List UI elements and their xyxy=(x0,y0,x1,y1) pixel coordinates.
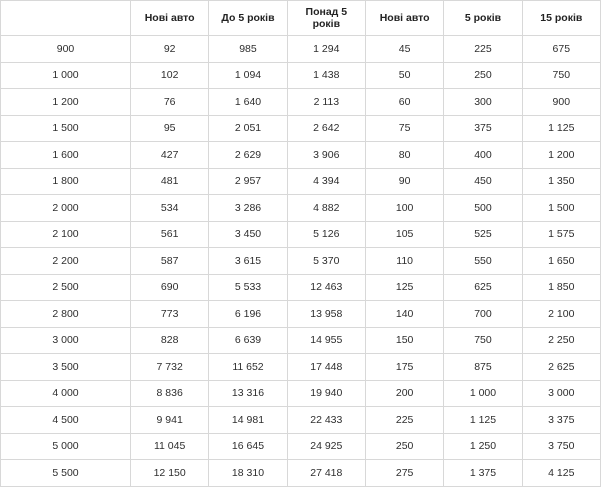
table-row xyxy=(1,115,601,142)
table-row xyxy=(1,221,601,248)
cell-value: 625 xyxy=(444,274,522,301)
cell-value: 2 113 xyxy=(287,89,365,116)
cell-value: 2 625 xyxy=(522,354,600,381)
table-row xyxy=(1,407,601,434)
cell-value: 100 xyxy=(365,195,443,222)
cell-value: 450 xyxy=(444,168,522,195)
cell-engine-capacity: 1 000 xyxy=(1,62,131,89)
cell-value: 3 750 xyxy=(522,433,600,460)
cell-value: 95 xyxy=(131,115,209,142)
cell-value: 675 xyxy=(522,36,600,63)
cell-value: 45 xyxy=(365,36,443,63)
cell-value: 1 375 xyxy=(444,460,522,487)
cell-engine-capacity: 2 000 xyxy=(1,195,131,222)
cell-value: 561 xyxy=(131,221,209,248)
cell-value: 1 850 xyxy=(522,274,600,301)
cell-value: 3 450 xyxy=(209,221,287,248)
table-row xyxy=(1,433,601,460)
cell-value: 900 xyxy=(522,89,600,116)
table-header xyxy=(1,1,601,36)
cell-value: 250 xyxy=(444,62,522,89)
cell-value: 1 250 xyxy=(444,433,522,460)
cell-value: 7 732 xyxy=(131,354,209,381)
cell-value: 750 xyxy=(444,327,522,354)
cell-value: 6 639 xyxy=(209,327,287,354)
cell-value: 250 xyxy=(365,433,443,460)
cell-value: 90 xyxy=(365,168,443,195)
cell-value: 587 xyxy=(131,248,209,275)
cell-value: 19 940 xyxy=(287,380,365,407)
cell-value: 150 xyxy=(365,327,443,354)
cell-engine-capacity: 5 000 xyxy=(1,433,131,460)
table-row xyxy=(1,248,601,275)
cell-value: 50 xyxy=(365,62,443,89)
cell-engine-capacity: 3 000 xyxy=(1,327,131,354)
cell-value: 2 100 xyxy=(522,301,600,328)
cell-value: 14 955 xyxy=(287,327,365,354)
cell-value: 1 094 xyxy=(209,62,287,89)
cell-value: 105 xyxy=(365,221,443,248)
table-row xyxy=(1,142,601,169)
cell-value: 225 xyxy=(444,36,522,63)
cell-value: 1 500 xyxy=(522,195,600,222)
cell-value: 6 196 xyxy=(209,301,287,328)
cell-value: 13 316 xyxy=(209,380,287,407)
cell-engine-capacity: 900 xyxy=(1,36,131,63)
cell-value: 140 xyxy=(365,301,443,328)
cell-value: 4 882 xyxy=(287,195,365,222)
cell-value: 76 xyxy=(131,89,209,116)
cell-value: 11 045 xyxy=(131,433,209,460)
cell-value: 14 981 xyxy=(209,407,287,434)
cell-value: 8 836 xyxy=(131,380,209,407)
cell-value: 92 xyxy=(131,36,209,63)
column-header-4: Нові авто xyxy=(365,1,443,36)
cell-value: 5 533 xyxy=(209,274,287,301)
cell-engine-capacity: 2 500 xyxy=(1,274,131,301)
cell-value: 18 310 xyxy=(209,460,287,487)
cell-engine-capacity: 2 100 xyxy=(1,221,131,248)
column-header-5: 5 років xyxy=(444,1,522,36)
cell-value: 16 645 xyxy=(209,433,287,460)
table-row xyxy=(1,89,601,116)
table-header-row xyxy=(1,1,601,36)
cell-value: 2 250 xyxy=(522,327,600,354)
cell-value: 75 xyxy=(365,115,443,142)
column-header-1: Нові авто xyxy=(131,1,209,36)
cell-value: 773 xyxy=(131,301,209,328)
cell-engine-capacity: 1 200 xyxy=(1,89,131,116)
cell-value: 80 xyxy=(365,142,443,169)
cell-value: 400 xyxy=(444,142,522,169)
cell-value: 300 xyxy=(444,89,522,116)
cell-value: 1 575 xyxy=(522,221,600,248)
cell-value: 22 433 xyxy=(287,407,365,434)
cell-value: 3 375 xyxy=(522,407,600,434)
cell-value: 125 xyxy=(365,274,443,301)
table-row xyxy=(1,301,601,328)
cell-value: 3 000 xyxy=(522,380,600,407)
cell-value: 13 958 xyxy=(287,301,365,328)
cell-value: 1 125 xyxy=(522,115,600,142)
cell-engine-capacity: 2 800 xyxy=(1,301,131,328)
cell-value: 375 xyxy=(444,115,522,142)
cell-value: 1 350 xyxy=(522,168,600,195)
cell-value: 27 418 xyxy=(287,460,365,487)
cell-value: 985 xyxy=(209,36,287,63)
cell-value: 534 xyxy=(131,195,209,222)
cell-value: 4 394 xyxy=(287,168,365,195)
cell-value: 1 294 xyxy=(287,36,365,63)
column-header-3: Понад 5 років xyxy=(287,1,365,36)
cell-value: 1 640 xyxy=(209,89,287,116)
column-header-6: 15 років xyxy=(522,1,600,36)
table-body xyxy=(1,36,601,487)
column-header-2: До 5 років xyxy=(209,1,287,36)
table-row xyxy=(1,36,601,63)
cell-value: 275 xyxy=(365,460,443,487)
table-row xyxy=(1,195,601,222)
cell-value: 2 051 xyxy=(209,115,287,142)
cell-value: 1 200 xyxy=(522,142,600,169)
cell-engine-capacity: 1 800 xyxy=(1,168,131,195)
cell-value: 5 126 xyxy=(287,221,365,248)
cell-value: 4 125 xyxy=(522,460,600,487)
cell-value: 3 615 xyxy=(209,248,287,275)
cell-value: 5 370 xyxy=(287,248,365,275)
cell-value: 500 xyxy=(444,195,522,222)
table-row xyxy=(1,460,601,487)
cell-value: 700 xyxy=(444,301,522,328)
cell-engine-capacity: 4 500 xyxy=(1,407,131,434)
cell-engine-capacity: 4 000 xyxy=(1,380,131,407)
table-row xyxy=(1,354,601,381)
cell-value: 175 xyxy=(365,354,443,381)
cell-value: 2 957 xyxy=(209,168,287,195)
table-row xyxy=(1,168,601,195)
cell-value: 2 629 xyxy=(209,142,287,169)
cell-engine-capacity: 3 500 xyxy=(1,354,131,381)
cell-value: 225 xyxy=(365,407,443,434)
cell-value: 17 448 xyxy=(287,354,365,381)
cell-value: 3 286 xyxy=(209,195,287,222)
cell-engine-capacity: 1 500 xyxy=(1,115,131,142)
cell-value: 12 463 xyxy=(287,274,365,301)
cell-value: 1 650 xyxy=(522,248,600,275)
cell-value: 102 xyxy=(131,62,209,89)
cell-engine-capacity: 5 500 xyxy=(1,460,131,487)
table-row xyxy=(1,327,601,354)
cell-engine-capacity: 2 200 xyxy=(1,248,131,275)
cell-value: 427 xyxy=(131,142,209,169)
column-header-0 xyxy=(1,1,131,36)
cell-value: 60 xyxy=(365,89,443,116)
cell-value: 1 438 xyxy=(287,62,365,89)
table-row xyxy=(1,274,601,301)
cell-value: 200 xyxy=(365,380,443,407)
cell-value: 875 xyxy=(444,354,522,381)
table-row xyxy=(1,380,601,407)
cell-value: 690 xyxy=(131,274,209,301)
cell-value: 828 xyxy=(131,327,209,354)
cell-value: 24 925 xyxy=(287,433,365,460)
table-row xyxy=(1,62,601,89)
cell-value: 550 xyxy=(444,248,522,275)
cell-value: 9 941 xyxy=(131,407,209,434)
cell-value: 525 xyxy=(444,221,522,248)
cell-value: 481 xyxy=(131,168,209,195)
cell-value: 2 642 xyxy=(287,115,365,142)
cell-value: 3 906 xyxy=(287,142,365,169)
cell-value: 12 150 xyxy=(131,460,209,487)
cell-value: 110 xyxy=(365,248,443,275)
cell-value: 1 125 xyxy=(444,407,522,434)
cell-value: 11 652 xyxy=(209,354,287,381)
cell-value: 1 000 xyxy=(444,380,522,407)
cell-value: 750 xyxy=(522,62,600,89)
cell-engine-capacity: 1 600 xyxy=(1,142,131,169)
